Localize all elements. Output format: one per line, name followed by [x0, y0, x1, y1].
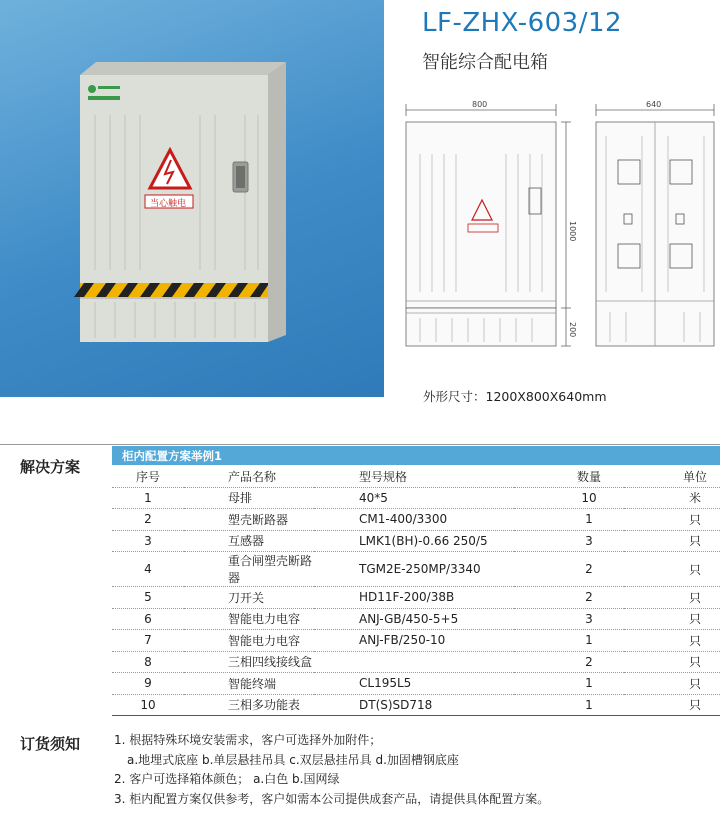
- product-name: 智能综合配电箱: [422, 52, 548, 73]
- table-header-row: [112, 467, 720, 487]
- col-header-name: 产品名称: [228, 470, 277, 485]
- cell-unit: 只: [624, 651, 720, 673]
- col-header-no: 序号: [135, 470, 160, 485]
- table-row: [112, 694, 720, 716]
- table-row: [112, 651, 720, 673]
- cell-name: 互感器: [184, 530, 314, 552]
- cell-unit: 只: [624, 673, 720, 695]
- cell-no: 6: [112, 608, 184, 630]
- cell-no: 5: [112, 587, 184, 609]
- dim-front-width: 800: [472, 100, 488, 109]
- warning-label: 当心触电: [150, 199, 187, 209]
- cell-qty: 3: [514, 608, 624, 630]
- cell-model: HD11F-200/38B: [314, 587, 514, 609]
- cell-no: 10: [112, 694, 184, 716]
- cell-no: 1: [112, 487, 184, 509]
- cell-qty: 1: [514, 673, 624, 695]
- table-row: [112, 530, 720, 552]
- cell-unit: 米: [624, 487, 720, 509]
- note-line: 3. 柜内配置方案仅供参考，客户如需本公司提供成套产品，请提供具体配置方案。: [114, 791, 550, 806]
- cell-model: 40*5: [314, 487, 514, 509]
- section-divider: [0, 444, 720, 445]
- cell-no: 3: [112, 530, 184, 552]
- cell-name: 重合闸塑壳断路器: [184, 552, 314, 587]
- solution-section-label: 解决方案: [20, 458, 81, 476]
- note-line: 1. 根据特殊环境安装需求，客户可选择外加附件；: [114, 733, 382, 747]
- table-row: [112, 509, 720, 531]
- cell-qty: 1: [514, 509, 624, 531]
- cell-name: 塑壳断路器: [184, 509, 314, 531]
- cell-unit: 只: [624, 530, 720, 552]
- cell-model: DT(S)SD718: [314, 694, 514, 716]
- col-header-unit: 单位: [682, 470, 707, 485]
- config-table: [112, 467, 720, 716]
- cell-unit: 只: [624, 694, 720, 716]
- cell-qty: 10: [514, 487, 624, 509]
- product-photo: [0, 0, 384, 397]
- cell-model: LMK1(BH)-0.66 250/5: [314, 530, 514, 552]
- cell-unit: 只: [624, 608, 720, 630]
- cell-name: 智能电力电容: [184, 608, 314, 630]
- ordering-notes: [114, 731, 549, 809]
- cell-no: 7: [112, 630, 184, 652]
- table-row: [112, 630, 720, 652]
- cell-qty: 3: [514, 530, 624, 552]
- cell-name: 智能终端: [184, 673, 314, 695]
- note-line: a.地埋式底座 b.单层悬挂吊具 c.双层悬挂吊具 d.加固槽钢底座: [127, 752, 459, 767]
- cell-qty: 1: [514, 694, 624, 716]
- config-title-bar: 柜内配置方案举例1: [112, 446, 720, 465]
- dim-height-base: 200: [568, 322, 577, 338]
- cell-model: CM1-400/3300: [314, 509, 514, 531]
- col-header-model: 型号规格: [359, 470, 408, 485]
- cell-unit: 只: [624, 587, 720, 609]
- dim-height-upper: 1000: [568, 221, 577, 242]
- technical-drawing: [396, 96, 720, 358]
- cell-no: 9: [112, 673, 184, 695]
- cell-name: 刀开关: [184, 587, 314, 609]
- ordering-section-label: 订货须知: [20, 735, 81, 753]
- col-header-qty: 数量: [576, 470, 601, 485]
- cell-model: CL195L5: [314, 673, 514, 695]
- table-row: [112, 487, 720, 509]
- product-model: LF-ZHX-603/12: [422, 8, 623, 38]
- cell-qty: 1: [514, 630, 624, 652]
- table-row: [112, 608, 720, 630]
- cell-name: 智能电力电容: [184, 630, 314, 652]
- cell-model: TGM2E-250MP/3340: [314, 552, 514, 587]
- cell-name: 三相多功能表: [184, 694, 314, 716]
- cell-qty: 2: [514, 651, 624, 673]
- cell-model: ANJ-FB/250-10: [314, 630, 514, 652]
- table-row: [112, 552, 720, 587]
- table-row: [112, 673, 720, 695]
- cell-name: 三相四线接线盒: [184, 651, 314, 673]
- cell-qty: 2: [514, 552, 624, 587]
- cell-no: 2: [112, 509, 184, 531]
- dimensions-text: 外形尺寸：1200X800X640mm: [423, 389, 607, 404]
- cell-no: 8: [112, 651, 184, 673]
- cell-qty: 2: [514, 587, 624, 609]
- cell-model: [314, 651, 514, 673]
- cell-unit: 只: [624, 630, 720, 652]
- cell-name: 母排: [184, 487, 314, 509]
- note-line: 2. 客户可选择箱体颜色； a.白色 b.国网绿: [114, 772, 340, 786]
- cell-unit: 只: [624, 509, 720, 531]
- cell-unit: 只: [624, 552, 720, 587]
- dim-side-width: 640: [646, 100, 662, 109]
- table-row: [112, 587, 720, 609]
- cell-no: 4: [112, 552, 184, 587]
- cabinet-illustration: [0, 0, 384, 397]
- cell-model: ANJ-GB/450-5+5: [314, 608, 514, 630]
